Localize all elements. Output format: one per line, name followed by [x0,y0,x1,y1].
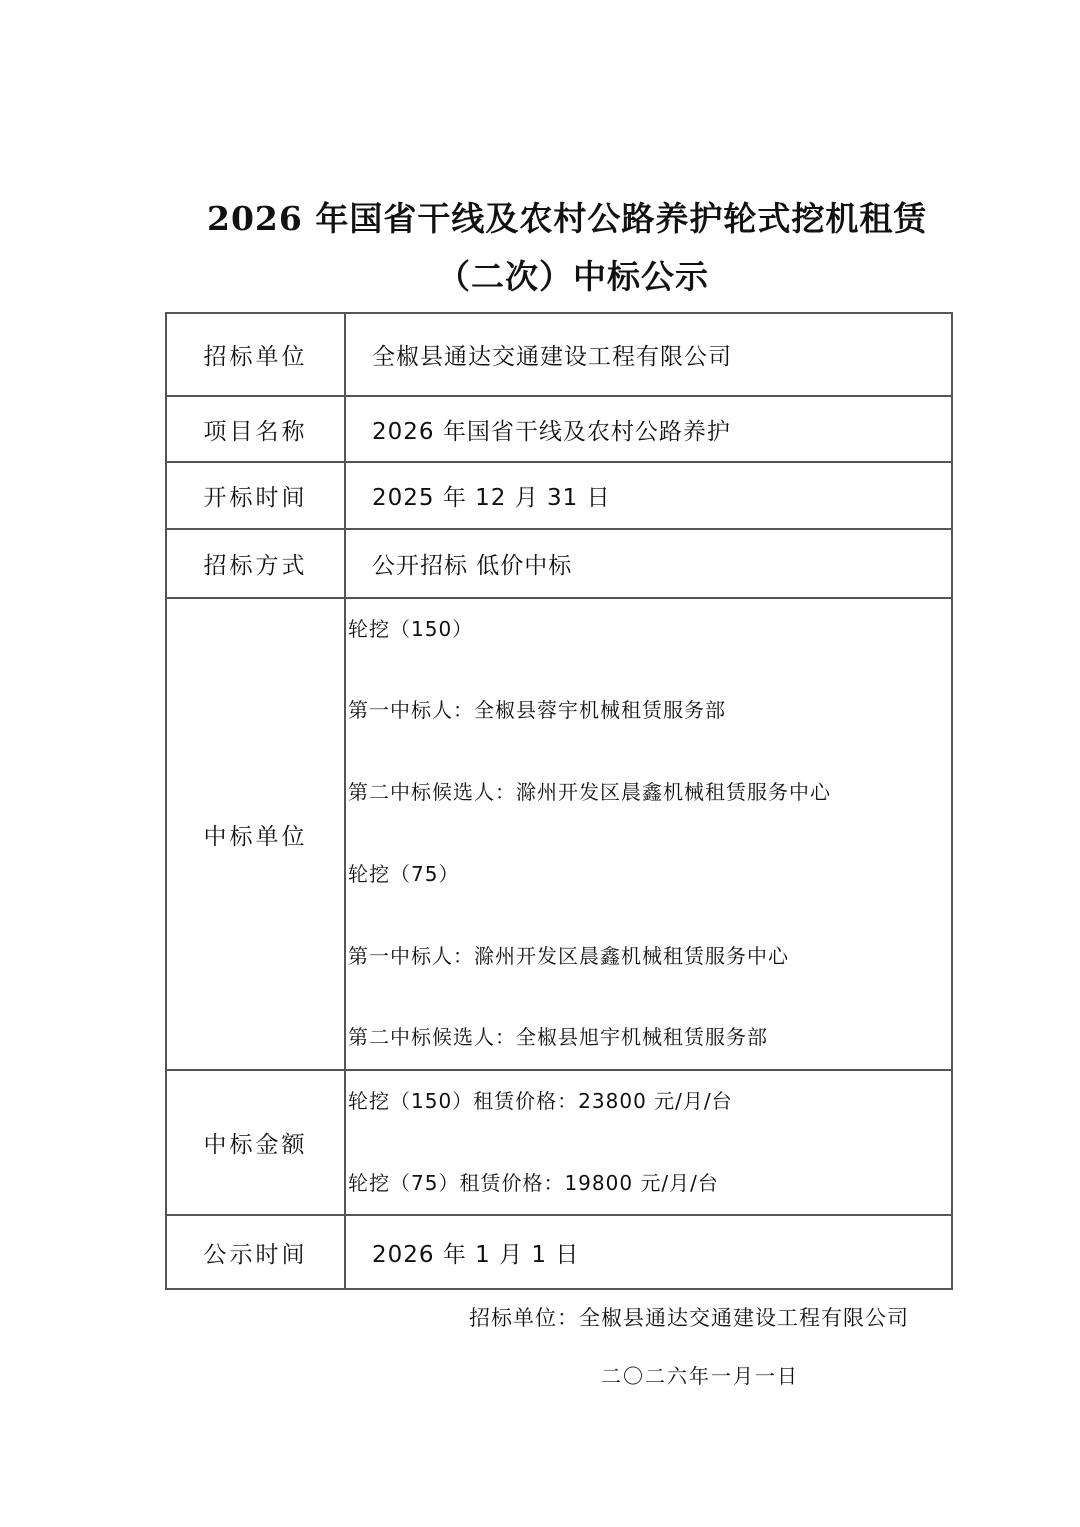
row-label: 项目名称 [166,396,345,462]
amount-cell [345,1070,952,1215]
table-row-publicity-time [166,1215,952,1289]
winner-line: 第一中标人：滁州开发区晨鑫机械租赁服务中心 [348,944,789,968]
signature-unit: 招标单位：全椒县通达交通建设工程有限公司 [469,1306,909,1330]
row-label: 招标方式 [166,529,345,598]
table-row-winning-amount [166,1070,952,1215]
winner-line: 轮挖（75） [348,862,460,886]
row-label: 公示时间 [166,1215,345,1289]
row-value: 全椒县通达交通建设工程有限公司 [345,313,952,396]
amount-line: 轮挖（75）租赁价格：19800 元/月/台 [348,1171,719,1195]
row-label: 招标单位 [166,313,345,396]
notice-table [165,312,953,1290]
winner-line: 第一中标人：全椒县蓉宇机械租赁服务部 [348,698,726,722]
row-value: 2026 年国省干线及农村公路养护 [345,396,952,462]
winner-line: 第二中标候选人：全椒县旭宇机械租赁服务部 [348,1025,768,1049]
table-row-winning-units [166,598,952,1070]
signature-date: 二〇二六年一月一日 [601,1364,799,1388]
amount-line: 轮挖（150）租赁价格：23800 元/月/台 [348,1089,733,1113]
winner-line: 轮挖（150） [348,617,474,641]
title-line-1: 2026 年国省干线及农村公路养护轮式挖机租赁 [207,199,928,238]
table-row-tender-unit [166,313,952,396]
table-row-project-name [166,396,952,462]
table-row-tender-method [166,529,952,598]
row-label: 中标金额 [166,1070,345,1215]
winner-line: 第二中标候选人：滁州开发区晨鑫机械租赁服务中心 [348,780,831,804]
winners-cell [345,598,952,1070]
row-value: 2025 年 12 月 31 日 [345,462,952,529]
row-value: 2026 年 1 月 1 日 [345,1215,952,1289]
row-label: 中标单位 [166,598,345,1070]
row-label: 开标时间 [166,462,345,529]
title-line-2: （二次）中标公示 [437,257,709,296]
table-row-opening-time [166,462,952,529]
row-value: 公开招标 低价中标 [345,529,952,598]
